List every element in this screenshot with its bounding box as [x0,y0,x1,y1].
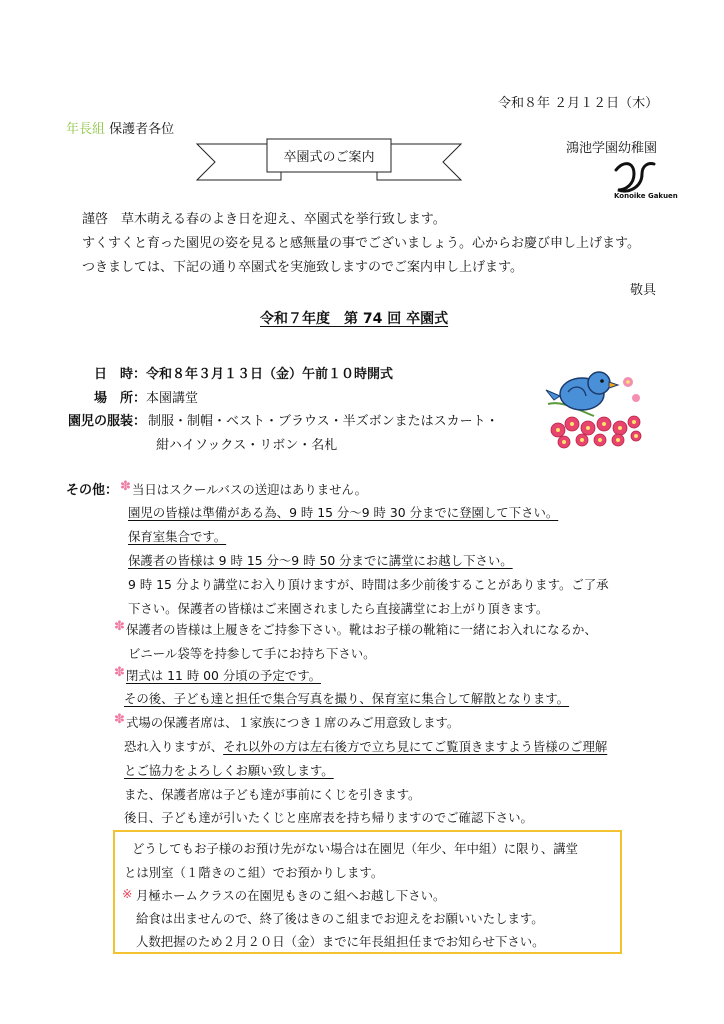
school-name: 鴻池学園幼稚園 [566,141,658,156]
document-date: 令和８年 ２月１２日（木） [498,96,659,111]
other-line-4: 保護者の皆様は 9 時 15 分～9 時 50 分までに講堂にお越し下さい。 [128,553,513,568]
other-line-10: その後、子ども達と担任で集合写真を撮り、保育室に集合して解散となります。 [124,691,570,706]
other-line-5: 9 時 15 分より講堂にお入り頂けますが、時間は多少前後することがあります。ご了承 [128,577,609,592]
datetime-value: 令和８年３月１３日（金）午前１０時開式 [146,367,394,382]
other-label: その他： [66,483,119,498]
other-line-12-underlined: それ以外の方は左右後方で立ち見にてご覧頂きますよう皆様のご理解 [223,739,608,754]
other-line-14: また、保護者席は子ども達が事前にくじを引きます。 [124,787,421,802]
other-line-12-lead: 恐れ入りますが、 [124,739,224,754]
school-logo-text: Konoike Gakuen [614,192,678,200]
dress-line-1: 制服・制帽・ベスト・ブラウス・半ズボンまたはスカート・ [148,414,499,429]
bird-flowers-illustration [542,370,646,452]
notice-line-5: 人数把握のため２月２０日（金）までに年長組担任までお知らせ下さい。 [136,934,545,949]
datetime-label: 日 時： [94,367,147,382]
recipient-label: 保護者各位 [109,122,175,137]
other-line-12 [124,737,607,755]
reference-mark-icon: ※ [122,886,133,901]
flower-bullet-icon: ✽ [120,479,131,494]
other-line-7: 保護者の皆様は上履きをご持参下さい。靴はお子様の靴箱に一緒にお入れになるか、 [126,622,597,637]
dress-label: 園児の服装： [68,414,147,429]
other-line-2: 園児の皆様は準備がある為、9 時 15 分～9 時 30 分までに登園して下さい。 [128,505,559,520]
other-line-8: ビニール袋等を持参して手にお持ち下さい。 [128,646,376,661]
notice-line-4: 給食は出ませんので、終了後はきのこ組までお迎えをお願いいたします。 [136,911,544,926]
flower-bullet-icon: ✽ [114,619,125,634]
other-line-3: 保育室集合です。 [128,529,227,544]
grade-label: 年長組 [66,122,106,137]
closing-word: 敬具 [630,283,657,298]
other-line-6: 下さい。保護者の皆様はご来園されましたら直接講堂にお上がり頂きます。 [128,601,549,616]
dress-line-2: 紺ハイソックス・リボン・名札 [156,438,338,453]
other-line-13: とご協力をよろしくお願い致します。 [124,763,334,778]
other-line-11: 式場の保護者席は、１家族につき１席のみご用意致します。 [126,715,460,730]
banner-title: 卒園式のご案内 [283,150,375,165]
recipient-line [66,118,174,137]
other-line-1: 当日はスクールバスの送迎はありません。 [132,482,368,497]
notice-line-3: 月極ホームクラスの在園児もきのこ組へお越し下さい。 [136,888,446,903]
place-value: 本園講堂 [146,391,199,406]
intro-line-3: つきましては、下記の通り卒園式を実施致しますのでご案内申し上げます。 [82,260,523,275]
intro-line-1: 謹啓 草木萌える春のよき日を迎え、卒園式を挙行致します。 [82,212,446,227]
other-line-9: 閉式は 11 時 00 分頃の予定です。 [126,668,321,683]
other-line-15: 後日、子ども達が引いたくじと座席表を持ち帰りますのでご確認下さい。 [124,810,533,825]
notice-line-1: どうしてもお子様のお預け先がない場合は在園児（年少、年中組）に限り、講堂 [132,841,579,856]
event-title: 令和７年度 第 74 回 卒園式 [260,311,449,327]
flower-bullet-icon: ✽ [114,712,125,727]
notice-line-2: とは別室（１階きのこ組）でお預かりします。 [124,865,384,880]
flower-bullet-icon: ✽ [114,665,125,680]
place-label: 場 所： [94,391,147,406]
intro-line-2: すくすくと育った園児の姿を見ると感無量の事でございましょう。心からお慶び申し上げます。 [82,236,640,251]
